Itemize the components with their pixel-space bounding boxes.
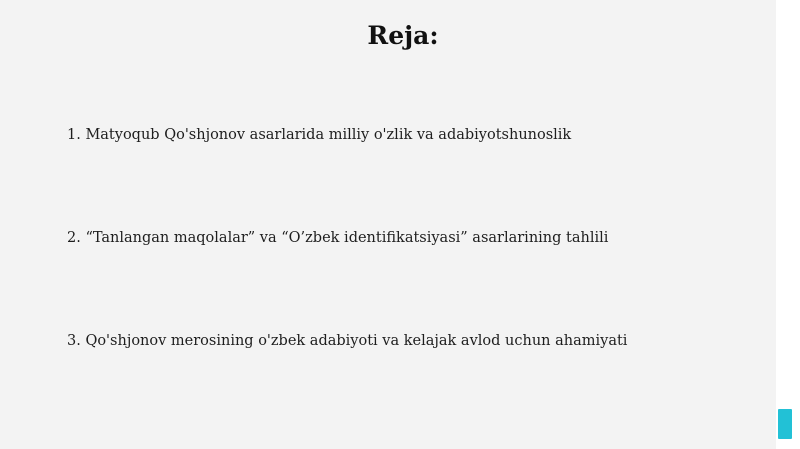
slide-title: Reja: [367,21,439,50]
scrollbar-thumb[interactable] [778,409,792,439]
plan-item-2: 2. “Tanlangan maqolalar” va “O’zbek identifikatsiyasi” asarlarining tahlili [67,230,609,246]
plan-item-1: 1. Matyoqub Qo'shjonov asarlarida milliy o'zlik va adabiyotshunoslik [67,127,572,143]
scrollbar-track[interactable] [776,0,800,449]
plan-item-3: 3. Qo'shjonov merosining o'zbek adabiyoti va kelajak avlod uchun ahamiyati [67,333,628,349]
